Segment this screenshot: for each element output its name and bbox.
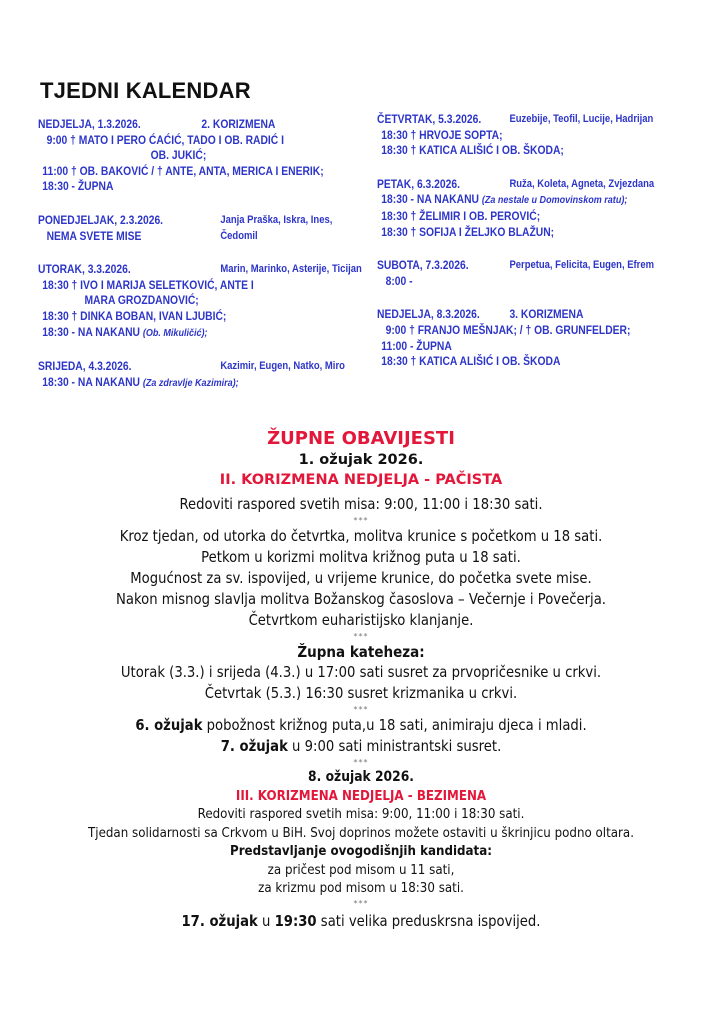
candidates-item: za pričest pod misom u 11 sati, (267, 861, 455, 878)
notices-date-1: 1. ožujak 2026. (298, 452, 424, 468)
calendar-day (377, 112, 704, 159)
day-name: UTORAK, 3.3.2026. (38, 262, 131, 277)
calendar-day (377, 307, 704, 369)
separator: *** (353, 758, 369, 767)
day-saints: Ruža, Koleta, Agneta, Zvjezdana (509, 177, 655, 190)
mass-line: 18:30 † KATICA ALIŠIĆ I OB. ŠKODA (381, 354, 561, 369)
confession-time: 19:30 (274, 911, 317, 930)
mass-line: 11:00 † OB. BAKOVIĆ / † ANTE, ANTA, MERICA I ENERIK; (42, 163, 324, 178)
mass-line: NEMA SVETE MISE (46, 228, 142, 243)
calendar-column-right (377, 112, 704, 386)
calendar-column-left (38, 117, 365, 407)
separator: *** (353, 632, 369, 641)
event-item (43, 736, 678, 757)
calendar-day (38, 117, 365, 195)
mass-line: 9:00 † MATO I PERO ĆAĆIĆ, TADO I OB. RADIĆ I (46, 132, 284, 147)
confession-date: 17. ožujak (181, 911, 258, 930)
calendar-day (38, 213, 365, 244)
separator: *** (353, 705, 369, 714)
catechesis-item: Utorak (3.3.) i srijeda (4.3.) u 17:00 sati susret za prvopričesnike u crkvi. (120, 663, 602, 681)
parish-notices (0, 428, 722, 932)
mass-line (377, 192, 704, 209)
sunday-title-2: III. KORIZMENA NEDJELJA - BEZIMENA (235, 787, 487, 804)
separator: *** (353, 516, 369, 525)
day-saints: Janja Praška, Iskra, Ines, Čedomil (220, 213, 333, 242)
calendar-day (377, 177, 704, 240)
mass-line: 18:30 † DINKA BOBAN, IVAN LJUBIĆ; (42, 308, 227, 323)
day-name: PONEDJELJAK, 2.3.2026. (38, 212, 164, 227)
event-item (43, 715, 678, 736)
day-name: NEDJELJA, 1.3.2026. (38, 117, 141, 131)
sunday-title-1: II. KORIZMENA NEDJELJA - PAČISTA (219, 472, 503, 488)
mass-line-text: 18:30 - NA NAKANU (42, 374, 143, 389)
calendar-day (38, 262, 365, 341)
candidates-item: za krizmu pod misom u 18:30 sati. (258, 880, 464, 896)
day-name: PETAK, 6.3.2026. (377, 176, 460, 191)
calendar-day (377, 258, 704, 289)
confession-mid: u (257, 911, 275, 930)
weekly-notice: Mogućnost za sv. ispovijed, u vrijeme krunice, do početka svete mise. (130, 569, 592, 587)
mass-line: 8:00 - (385, 273, 413, 288)
day-name: ČETVRTAK, 5.3.2026. (377, 112, 482, 126)
mass-line: OB. JUKIĆ; (150, 148, 207, 163)
mass-line: 11:00 - ŽUPNA (381, 338, 452, 353)
mass-line (38, 375, 365, 392)
day-saints: Euzebije, Teofil, Lucije, Hadrijan (509, 113, 654, 125)
event-date: 6. ožujak (135, 716, 203, 734)
weekly-notice: Petkom u korizmi molitva križnog puta u 18 sati. (201, 548, 521, 566)
solidarity-notice: Tjedan solidarnosti sa Crkvom u BiH. Svoj doprinos možete ostaviti u škrinjicu podno oltara. (88, 824, 634, 841)
mass-line-text: 18:30 - NA NAKANU (42, 324, 143, 339)
mass-intention-note: (Za zdravlje Kazimira); (142, 376, 239, 389)
confession-text: sati velika preduskrsna ispovijed. (316, 911, 541, 930)
mass-line-text: 18:30 - NA NAKANU (381, 192, 482, 207)
separator: *** (353, 898, 369, 908)
confession-notice (43, 911, 678, 932)
weekly-notice: Nakon misnog slavlja molitva Božanskog časoslova – Večernje i Povečerja. (115, 590, 606, 608)
event-text: pobožnost križnog puta,u 18 sati, animiraju djeca i mladi. (202, 716, 587, 734)
day-saints: 3. KORIZMENA (509, 307, 584, 322)
calendar-day (38, 359, 365, 391)
day-saints: Kazimir, Eugen, Natko, Miro (220, 360, 345, 373)
event-text: u 9:00 sati ministrantski susret. (287, 737, 502, 755)
notices-date-2: 8. ožujak 2026. (308, 769, 414, 785)
catechesis-item: Četvrtak (5.3.) 16:30 susret krizmanika u crkvi. (204, 684, 518, 702)
day-saints: Marin, Marinko, Asterije, Ticijan (220, 263, 362, 276)
mass-line (38, 325, 365, 342)
mass-intention-note: (Za nestale u Domovinskom ratu); (481, 194, 628, 207)
mass-line: 18:30 † IVO I MARIJA SELETKOVIĆ, ANTE I (42, 277, 254, 292)
mass-line: 9:00 † FRANJO MEŠNJAK; / † OB. GRUNFELDER; (385, 322, 631, 337)
weekly-notice: Kroz tjedan, od utorka do četvrtka, molitva krunice s početkom u 18 sati. (119, 527, 603, 545)
day-saints: Perpetua, Felicita, Eugen, Efrem (509, 259, 655, 272)
mass-line: MARA GROZDANOVIĆ; (84, 293, 199, 308)
day-name: SUBOTA, 7.3.2026. (377, 258, 469, 273)
mass-schedule-1: Redoviti raspored svetih misa: 9:00, 11:00 i 18:30 sati. (179, 495, 543, 513)
event-date: 7. ožujak (220, 737, 288, 755)
notices-title: ŽUPNE OBAVIJESTI (267, 428, 455, 449)
day-name: NEDJELJA, 8.3.2026. (377, 307, 480, 322)
mass-line: 18:30 - ŽUPNA (42, 179, 114, 194)
mass-line: 18:30 † ŽELIMIR I OB. PEROVIĆ; (381, 208, 541, 223)
day-name: SRIJEDA, 4.3.2026. (38, 359, 132, 374)
weekly-notice: Četvrtkom euharistijsko klanjanje. (248, 611, 474, 629)
catechesis-title: Župna kateheza: (297, 643, 425, 661)
mass-intention-note: (Ob. Mikuličić); (142, 326, 208, 339)
day-saints: 2. KORIZMENA (201, 117, 276, 131)
weekly-calendar-title: TJEDNI KALENDAR (40, 78, 251, 103)
mass-schedule-2: Redoviti raspored svetih misa: 9:00, 11:00 i 18:30 sati. (197, 806, 525, 822)
candidates-title: Predstavljanje ovogodišnjih kandidata: (229, 843, 493, 859)
mass-line: 18:30 † SOFIJA I ŽELJKO BLAŽUN; (381, 224, 555, 239)
mass-line: 18:30 † KATICA ALIŠIĆ I OB. ŠKODA; (381, 143, 564, 158)
mass-line: 18:30 † HRVOJE SOPTA; (381, 127, 503, 142)
